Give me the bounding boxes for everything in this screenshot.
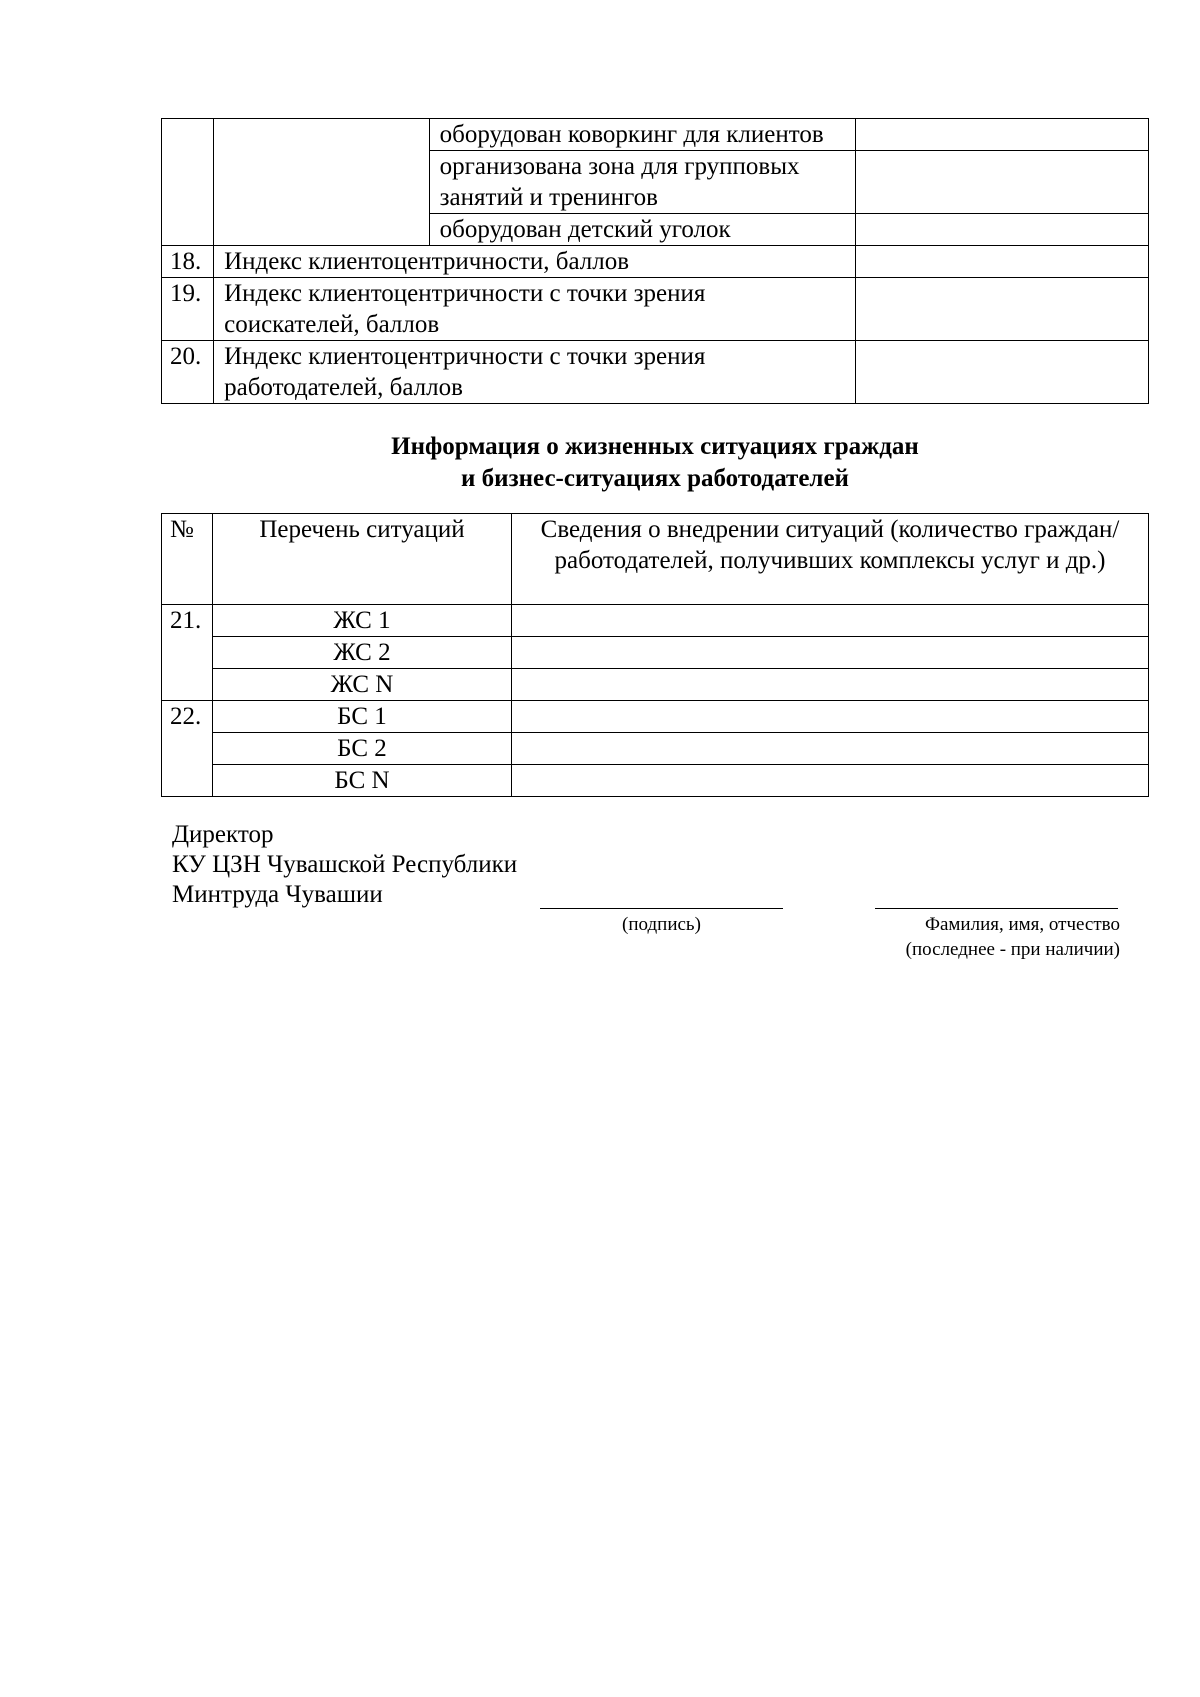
table-row (162, 637, 1149, 669)
header-implementation-info: Сведения о внедрении ситуаций (количество граждан/ работодателей, получивших комплексы услуг и др.) (512, 514, 1149, 605)
situation-cell: БС 2 (212, 733, 511, 765)
indicators-table (161, 118, 1149, 404)
situation-cell: ЖС 2 (212, 637, 511, 669)
value-cell[interactable] (855, 119, 1148, 151)
value-cell[interactable] (855, 341, 1148, 404)
table-row (162, 119, 1149, 151)
situation-cell: ЖС 1 (212, 605, 511, 637)
header-num: № (162, 514, 213, 605)
name-caption-line-2: (последнее - при наличии) (905, 939, 1120, 960)
value-cell[interactable] (855, 151, 1148, 214)
row-number-cell: 18. (162, 246, 214, 278)
signer-title (172, 820, 517, 910)
signer-title-line-1: Директор (172, 821, 274, 848)
signature-caption: (подпись) (622, 914, 701, 935)
table-row (162, 765, 1149, 797)
value-cell[interactable] (855, 278, 1148, 341)
value-cell[interactable] (855, 214, 1148, 246)
situations-table (161, 513, 1149, 797)
situation-cell: БС N (212, 765, 511, 797)
sub-indicator-cell: организована зона для групповых занятий и тренингов (429, 151, 855, 214)
name-line[interactable] (875, 908, 1118, 909)
value-cell[interactable] (855, 246, 1148, 278)
table-row (162, 341, 1149, 404)
table-row (162, 669, 1149, 701)
table-row (162, 605, 1149, 637)
signer-title-line-2: КУ ЦЗН Чувашской Республики (172, 851, 518, 878)
group-number-cell: 22. (162, 701, 213, 797)
name-caption (860, 912, 1120, 962)
header-situations-list: Перечень ситуаций (212, 514, 511, 605)
name-caption-line-1: Фамилия, имя, отчество (924, 914, 1120, 935)
row-number-cell: 19. (162, 278, 214, 341)
table-header-row (162, 514, 1149, 605)
situation-cell: ЖС N (212, 669, 511, 701)
indicator-name-cell: Индекс клиентоцентричности с точки зрения соискателей, баллов (214, 278, 856, 341)
sub-indicator-cell: оборудован детский уголок (429, 214, 855, 246)
table-row (162, 701, 1149, 733)
indicator-name-cell (214, 119, 430, 246)
table-row (162, 278, 1149, 341)
section-title-line-1: Информация о жизненных ситуациях граждан (391, 433, 919, 460)
section-title-line-2: и бизнес-ситуациях работодателей (461, 465, 849, 492)
info-cell[interactable] (512, 605, 1149, 637)
info-cell[interactable] (512, 669, 1149, 701)
table-row (162, 733, 1149, 765)
situation-cell: БС 1 (212, 701, 511, 733)
group-number-cell: 21. (162, 605, 213, 701)
sub-indicator-cell: оборудован коворкинг для клиентов (429, 119, 855, 151)
info-cell[interactable] (512, 765, 1149, 797)
indicator-name-cell: Индекс клиентоцентричности с точки зрения работодателей, баллов (214, 341, 856, 404)
row-number-cell: 20. (162, 341, 214, 404)
indicator-name-cell: Индекс клиентоцентричности, баллов (214, 246, 856, 278)
info-cell[interactable] (512, 637, 1149, 669)
row-number-cell (162, 119, 214, 246)
signer-title-line-3: Минтруда Чувашии (172, 881, 383, 908)
table-row (162, 246, 1149, 278)
info-cell[interactable] (512, 733, 1149, 765)
signature-line[interactable] (540, 908, 783, 909)
info-cell[interactable] (512, 701, 1149, 733)
section-title (161, 431, 1149, 495)
